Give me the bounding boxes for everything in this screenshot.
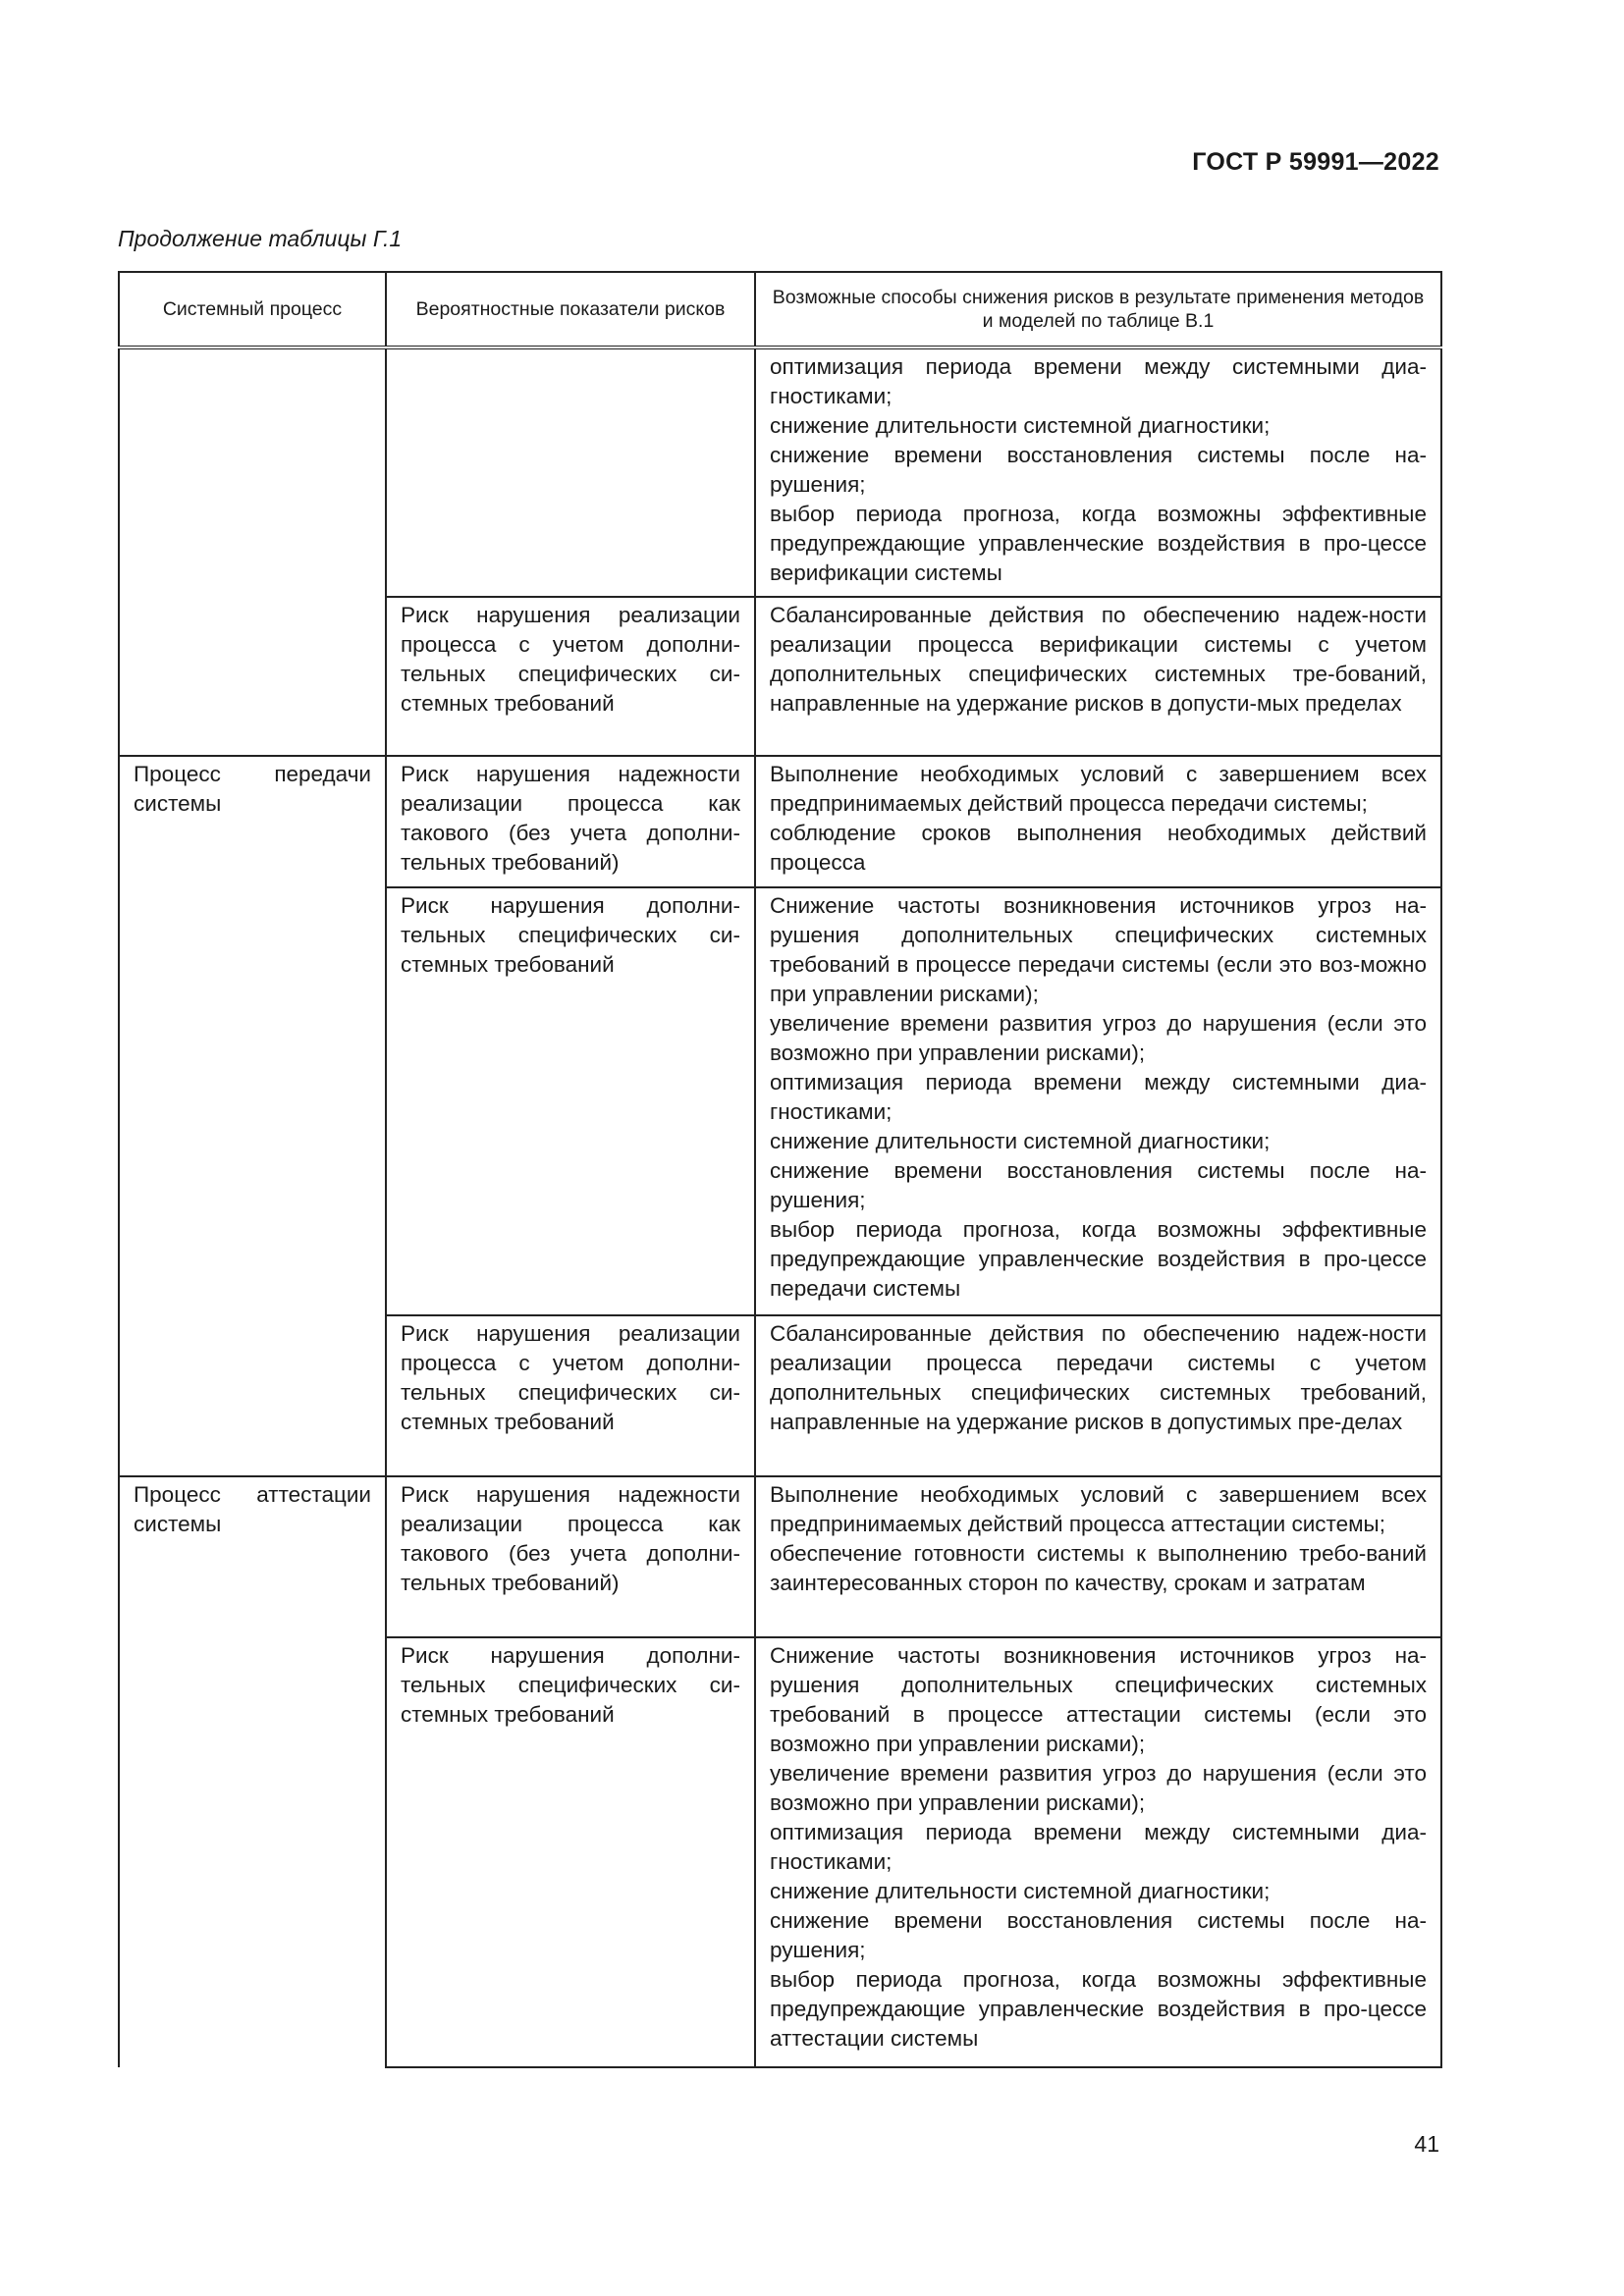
process-cell	[119, 347, 386, 597]
measure-line: увеличение времени развития угроз до нарушения (если это возможно при управлении рисками);	[770, 1761, 1427, 1815]
indicator-cell: Риск нарушения надежности реализации процесса как такового (без учета дополни-тельных требований)	[386, 1476, 755, 1637]
process-cell	[119, 597, 386, 756]
table-caption: Продолжение таблицы Г.1	[118, 226, 403, 251]
measure-line: снижение длительности системной диагностики;	[770, 1129, 1271, 1153]
measure-line: Снижение частоты возникновения источников угроз на-рушения дополнительных специфических системных требований в процессе аттестации системы (если это возможно при управлении рисками);	[770, 1643, 1427, 1756]
indicator-cell: Риск нарушения дополни-тельных специфических си-стемных требований	[386, 887, 755, 1315]
measure-line: увеличение времени развития угроз до нарушения (если это возможно при управлении рисками);	[770, 1011, 1427, 1065]
process-cell	[119, 1315, 386, 1476]
column-header-indicators: Вероятностные показатели рисков	[386, 272, 755, 347]
measure-line: выбор периода прогноза, когда возможны эффективные предупреждающие управленческие воздействия в про-цессе передачи системы	[770, 1217, 1427, 1301]
page-number: 41	[1414, 2131, 1439, 2157]
measures-cell	[755, 756, 1441, 887]
process-cell	[119, 1637, 386, 2067]
measure-line: снижение длительности системной диагностики;	[770, 413, 1271, 438]
indicator-cell: Риск нарушения дополни-тельных специфических си-стемных требований	[386, 1637, 755, 2067]
measures-cell: Сбалансированные действия по обеспечению надеж-ности реализации процесса верификации системы с учетом дополнительных специфических системных тре-бований, направленные на удержание рисков в допусти-мых пределах	[755, 597, 1441, 756]
measure-line: снижение длительности системной диагностики;	[770, 1879, 1271, 1903]
table-row	[119, 756, 1441, 887]
measure-line: оптимизация периода времени между системными диа-гностиками;	[770, 354, 1427, 408]
document-code: ГОСТ Р 59991—2022	[1192, 148, 1439, 176]
measures-cell	[755, 1637, 1441, 2067]
measure-line: соблюдение сроков выполнения необходимых действий процесса	[770, 821, 1427, 875]
measure-line: оптимизация периода времени между системными диа-гностиками;	[770, 1820, 1427, 1874]
column-header-measures: Возможные способы снижения рисков в результате применения методов и моделей по таблице В.1	[755, 272, 1441, 347]
measure-line: снижение времени восстановления системы после на-рушения;	[770, 443, 1427, 497]
measure-line: Выполнение необходимых условий с завершением всех предпринимаемых действий процесса аттестации системы;	[770, 1482, 1427, 1536]
measures-cell	[755, 347, 1441, 597]
measures-cell: Сбалансированные действия по обеспечению надеж-ности реализации процесса передачи системы с учетом дополнительных специфических системных требований, направленные на удержание рисков в допустимых пре-делах	[755, 1315, 1441, 1476]
table-header-row	[119, 272, 1441, 347]
measure-line: обеспечение готовности системы к выполнению требо-ваний заинтересованных сторон по качеству, срокам и затратам	[770, 1541, 1427, 1595]
table-row	[119, 597, 1441, 756]
process-cell: Процесс аттестации системы	[119, 1476, 386, 1637]
table-row	[119, 1476, 1441, 1637]
measure-line: Выполнение необходимых условий с завершением всех предпринимаемых действий процесса передачи системы;	[770, 762, 1427, 816]
indicator-cell: Риск нарушения реализации процесса с учетом дополни-тельных специфических си-стемных требований	[386, 597, 755, 756]
measure-line: оптимизация периода времени между системными диа-гностиками;	[770, 1070, 1427, 1124]
process-cell	[119, 887, 386, 1315]
table-row	[119, 1315, 1441, 1476]
process-cell: Процесс передачи системы	[119, 756, 386, 887]
indicator-cell: Риск нарушения реализации процесса с учетом дополни-тельных специфических си-стемных требований	[386, 1315, 755, 1476]
measure-line: выбор периода прогноза, когда возможны эффективные предупреждающие управленческие воздействия в про-цессе верификации системы	[770, 502, 1427, 585]
column-header-process: Системный процесс	[119, 272, 386, 347]
indicator-cell: Риск нарушения надежности реализации процесса как такового (без учета дополни-тельных требований)	[386, 756, 755, 887]
table-row	[119, 347, 1441, 597]
table-row	[119, 887, 1441, 1315]
measure-line: снижение времени восстановления системы после на-рушения;	[770, 1908, 1427, 1962]
measure-line: выбор периода прогноза, когда возможны эффективные предупреждающие управленческие воздействия в про-цессе аттестации системы	[770, 1967, 1427, 2051]
table-row	[119, 1637, 1441, 2067]
indicator-cell	[386, 347, 755, 597]
measures-cell	[755, 1476, 1441, 1637]
measure-line: Снижение частоты возникновения источников угроз на-рушения дополнительных специфических системных требований в процессе передачи системы (если это воз-можно при управлении рисками);	[770, 893, 1427, 1006]
risk-reduction-table	[118, 271, 1442, 2068]
measure-line: снижение времени восстановления системы после на-рушения;	[770, 1158, 1427, 1212]
measures-cell	[755, 887, 1441, 1315]
